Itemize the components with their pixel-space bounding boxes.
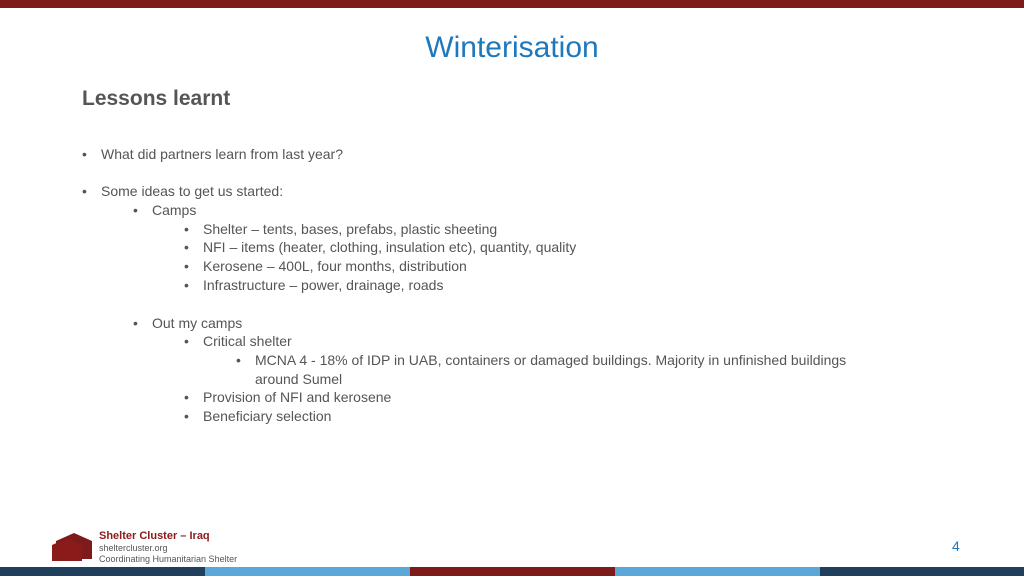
bottom-bar-segment	[820, 567, 1024, 576]
slide-subtitle: Lessons learnt	[82, 87, 231, 110]
bottom-bar-segment	[410, 567, 615, 576]
slide-title: Winterisation	[425, 31, 599, 64]
bottom-bar-segment	[205, 567, 410, 576]
bullet-dot-icon: •	[184, 239, 189, 255]
bullet-item: • NFI – items (heater, clothing, insulation etc), quantity, quality	[184, 239, 577, 255]
bullet-item: • Kerosene – 400L, four months, distribution	[184, 258, 467, 274]
footer-org-name: Shelter Cluster – Iraq	[99, 530, 210, 542]
shelter-house-icon	[52, 531, 94, 561]
bullet-dot-icon: •	[184, 333, 189, 349]
bottom-accent-bar	[0, 567, 1024, 576]
bullet-dot-icon: •	[236, 352, 241, 368]
bullet-item: • MCNA 4 - 18% of IDP in UAB, containers or damaged buildings. Majority in unfinished buildings around Sumel	[236, 352, 847, 387]
bottom-bar-segment	[615, 567, 820, 576]
bullet-dot-icon: •	[184, 277, 189, 293]
bullet-item: • Camps	[133, 202, 197, 218]
bullet-dot-icon: •	[184, 408, 189, 424]
bullet-item: • Out my camps	[133, 315, 243, 331]
page-number: 4	[952, 538, 960, 554]
footer-tagline: Coordinating Humanitarian Shelter	[99, 554, 238, 564]
bullet-dot-icon: •	[184, 389, 189, 405]
bullet-item: • Critical shelter	[184, 333, 292, 349]
bullet-dot-icon: •	[82, 146, 87, 162]
bullet-dot-icon: •	[184, 258, 189, 274]
bullet-dot-icon: •	[133, 315, 138, 331]
bottom-bar-segment	[0, 567, 205, 576]
bullet-item: • Beneficiary selection	[184, 408, 332, 424]
bullet-dot-icon: •	[82, 183, 87, 199]
bullet-item: • Shelter – tents, bases, prefabs, plastic sheeting	[184, 221, 498, 237]
bullet-item: • Infrastructure – power, drainage, roads	[184, 277, 444, 293]
bullet-dot-icon: •	[184, 221, 189, 237]
bullet-item: • What did partners learn from last year?	[82, 146, 343, 162]
footer-url-link[interactable]: sheltercluster.org	[99, 543, 168, 553]
footer-branding	[99, 530, 237, 565]
bullet-item: • Some ideas to get us started:	[82, 183, 284, 199]
bullet-item: • Provision of NFI and kerosene	[184, 389, 392, 405]
bullet-dot-icon: •	[133, 202, 138, 218]
